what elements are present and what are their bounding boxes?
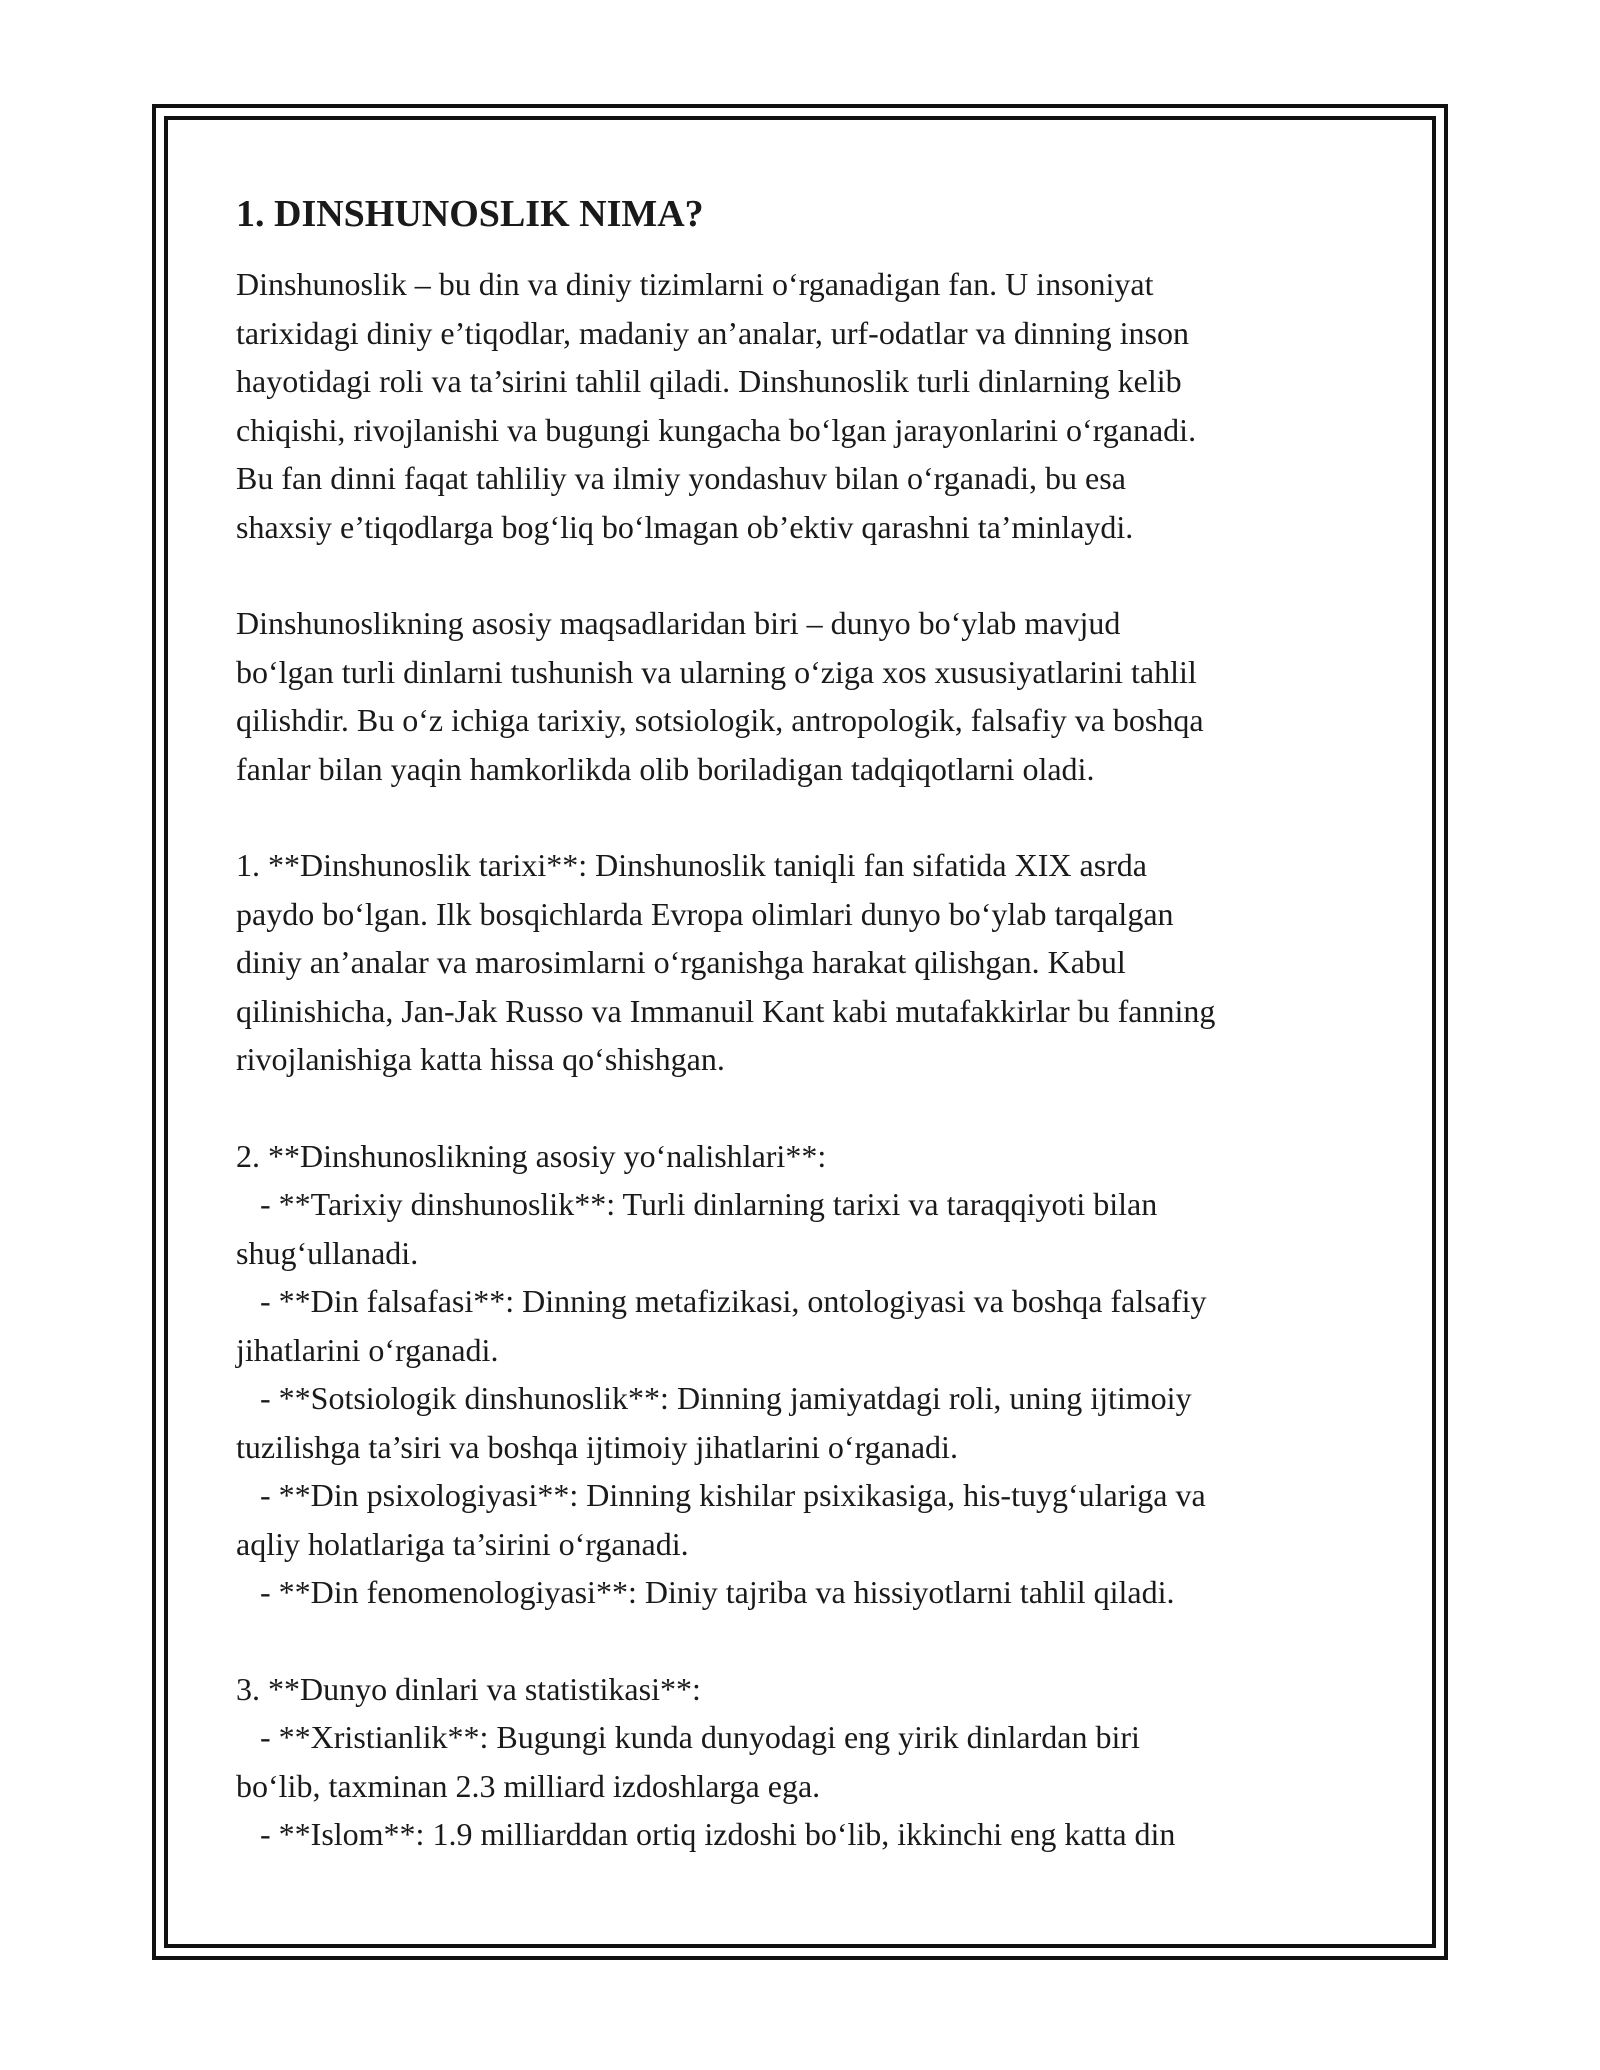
paragraph-directions: 2. **Dinshunoslikning asosiy yo‘nalishlari**: - **Tarixiy dinshunoslik**: Turli dinlarning tarixi va taraqqiyoti bilan shug‘ullanadi. - **Din falsafasi**: Dinning metafizikasi, ontologiyasi va boshqa falsafiy jihatlarini o‘rganadi. - **Sotsiologik dinshunoslik**: Dinning jamiyatdagi roli, uning ijtimoiy tuzilishga ta’siri va boshqa ijtimoiy jihatlarini o‘rganadi. - **Din psixologiyasi**: Dinning kishilar psixikasiga, his-tuyg‘ulariga va aqliy holatlariga ta’sirini o‘rganadi. - **Din fenomenologiyasi**: Diniy tajriba va hissiyotlarni tahlil qiladi. [236, 1137, 1207, 1610]
document-title: 1. DINSHUNOSLIK NIMA? [236, 193, 704, 235]
paragraph-spacer [236, 793, 1376, 841]
paragraph-spacer [236, 1084, 1376, 1132]
paragraph-spacer [236, 551, 1376, 599]
paragraph-main-goals: Dinshunoslikning asosiy maqsadlaridan biri – dunyo bo‘ylab mavjud bo‘lgan turli dinlarni tushunish va ularning o‘ziga xos xususiyatlarini tahlil qilishdir. Bu o‘z ichiga tarixiy, sotsiologik, antropologik, falsafiy va boshqa fanlar bilan yaqin hamkorlikda olib boriladigan tadqiqotlarni oladi. [236, 605, 1204, 787]
paragraph-history: 1. **Dinshunoslik tarixi**: Dinshunoslik taniqli fan sifatida XIX asrda paydo bo‘lgan. Ilk bosqichlarda Evropa olimlari dunyo bo‘ylab tarqalgan diniy an’analar va marosimlarni o‘rganishga harakat qilishgan. Kabul qilinishicha, Jan-Jak Russo va Immanuil Kant kabi mutafakkirlar bu fanning rivojlanishiga katta hissa qo‘shishgan. [236, 847, 1216, 1077]
paragraph-spacer [236, 1617, 1376, 1665]
paragraph-world-religions: 3. **Dunyo dinlari va statistikasi**: - **Xristianlik**: Bugungi kunda dunyodagi eng yirik dinlardan biri bo‘lib, taxminan 2.3 milliard izdoshlarga ega. - **Islom**: 1.9 milliarddan ortiq izdoshi bo‘lib, ikkinchi eng katta din [236, 1670, 1176, 1852]
paragraph-introduction: Dinshunoslik – bu din va diniy tizimlarni o‘rganadigan fan. U insoniyat tarixidagi diniy e’tiqodlar, madaniy an’analar, urf-odatlar va dinning inson hayotidagi roli va ta’sirini tahlil qiladi. Dinshunoslik turli dinlarning kelib chiqishi, rivojlanishi va bugungi kungacha bo‘lgan jarayonlarini o‘rganadi. Bu fan dinni faqat tahliliy va ilmiy yondashuv bilan o‘rganadi, bu esa shaxsiy e’tiqodlarga bog‘liq bo‘lmagan ob’ektiv qarashni ta’minlaydi. [236, 266, 1197, 545]
document-body [236, 190, 1376, 1859]
